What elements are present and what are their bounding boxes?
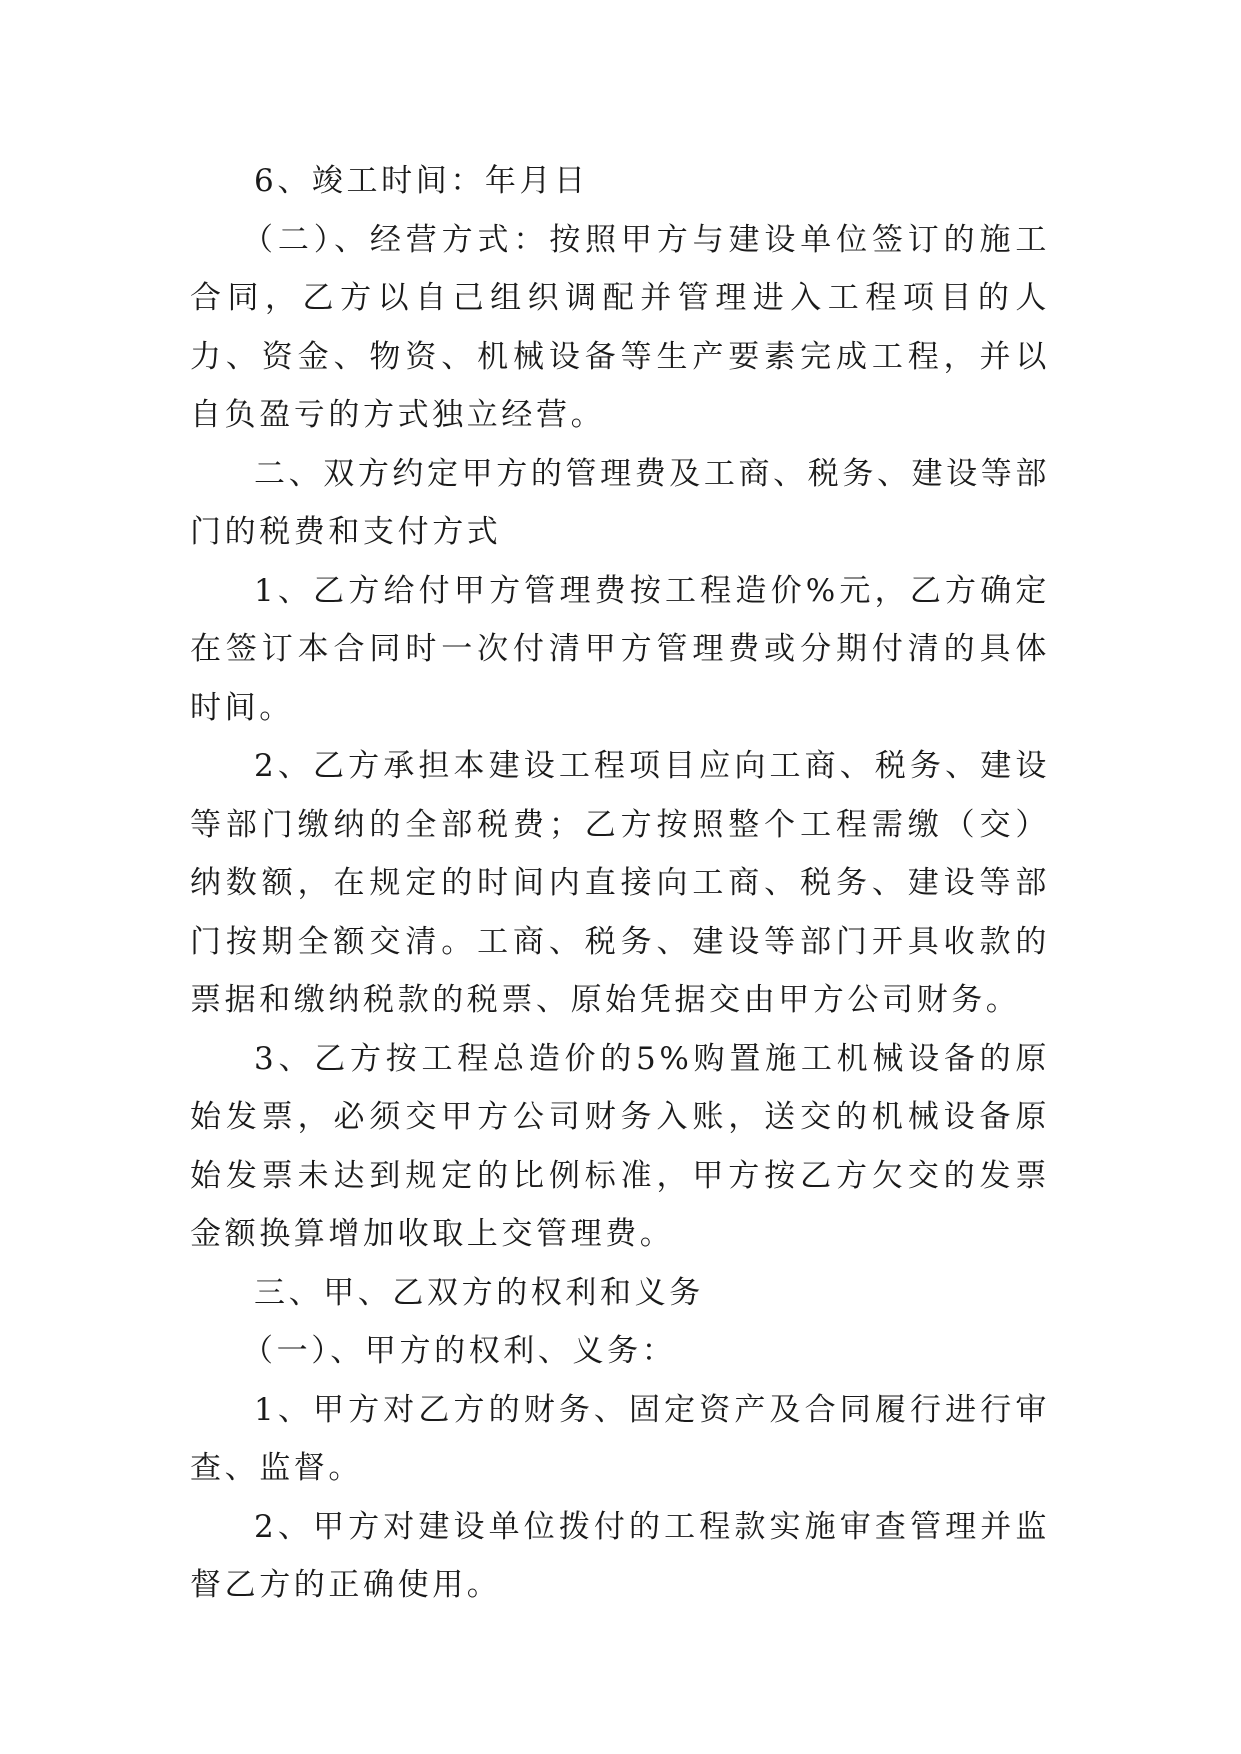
paragraph-taxes: 2、乙方承担本建设工程项目应向工商、税务、建设等部门缴纳的全部税费；乙方按照整个工程需缴（交）纳数额，在规定的时间内直接向工商、税务、建设等部门按期全额交清。工商、税务、建设等部门开具收款的票据和缴纳税款的税票、原始凭据交由甲方公司财务。 (190, 748, 1050, 1018)
section-heading-rights: 三、甲、乙双方的权利和义务 (254, 1274, 704, 1311)
paragraph-party-a-funds: 2、甲方对建设单位拨付的工程款实施审查管理并监督乙方的正确使用。 (190, 1508, 1050, 1603)
paragraph-party-a-audit: 1、甲方对乙方的财务、固定资产及合同履行进行审查、监督。 (190, 1391, 1050, 1486)
section-heading-fees: 二、双方约定甲方的管理费及工商、税务、建设等部门的税费和支付方式 (190, 455, 1050, 550)
subsection-heading-party-a: （一）、甲方的权利、义务： (242, 1333, 677, 1369)
paragraph-completion-time: 6、竣工时间：年月日 (254, 163, 589, 199)
paragraph-management-fee: 1、乙方给付甲方管理费按工程造价%元，乙方确定在签订本合同时一次付清甲方管理费或分期付清的具体时间。 (190, 572, 1050, 726)
document-body (190, 152, 1050, 1615)
paragraph-operation-mode: （二）、经营方式：按照甲方与建设单位签订的施工合同，乙方以自己组织调配并管理进入工程项目的人力、资金、物资、机械设备等生产要素完成工程，并以自负盈亏的方式独立经营。 (190, 221, 1050, 433)
paragraph-equipment-invoices: 3、乙方按工程总造价的5%购置施工机械设备的原始发票，必须交甲方公司财务入账，送交的机械设备原始发票未达到规定的比例标准，甲方按乙方欠交的发票金额换算增加收取上交管理费。 (190, 1040, 1050, 1252)
